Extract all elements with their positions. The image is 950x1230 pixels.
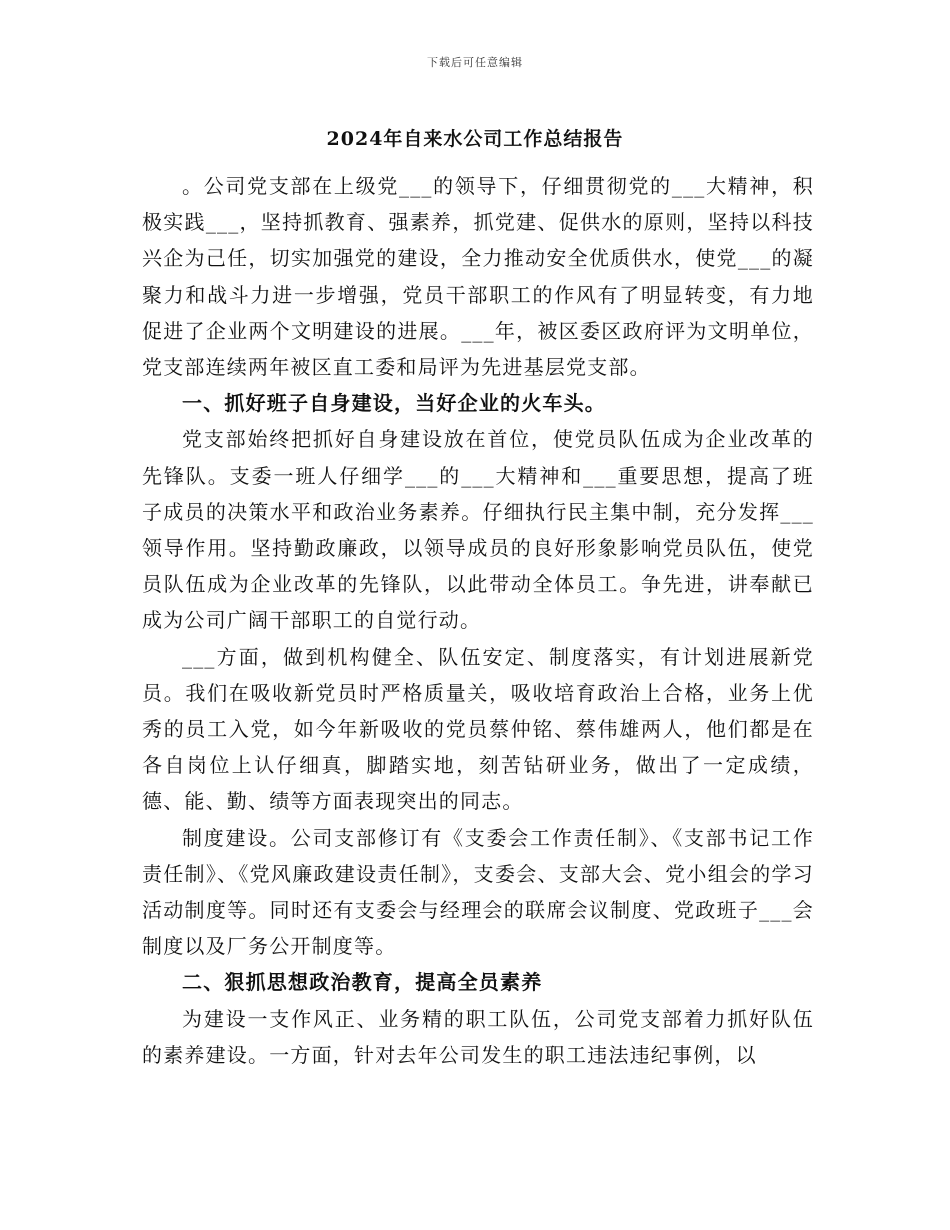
paragraph-team-building: 党支部始终把抓好自身建设放在首位，使党员队伍成为企业改革的先锋队。支委一班人仔细学___的___大精神和___重要思想，提高了班子成员的决策水平和政治业务素养。仔细执行民主集中制，充分发挥___领导作用。坚持勤政廉政，以领导成员的良好形象影响党员队伍，使党员队伍成为企业改革的先锋队，以此带动全体员工。争先进，讲奉献已成为公司广阔干部职工的自觉行动。 — [142, 427, 814, 633]
paragraph-system-building: 制度建设。公司支部修订有《支委会工作责任制》、《支部书记工作责任制》、《党风廉政建设责任制》，支委会、支部大会、党小组会的学习活动制度等。同时还有支委会与经理会的联席会议制度、党政班子___会制度以及厂务公开制度等。 — [142, 825, 814, 959]
section-heading-2: 二、狠抓思想政治教育，提高全员素养 — [182, 970, 543, 995]
document-body — [142, 168, 814, 1073]
paragraph-party-members: ___方面，做到机构健全、队伍安定、制度落实，有计划进展新党员。我们在吸收新党员时严格质量关，吸收培育政治上合格，业务上优秀的员工入党，如今年新吸收的党员蔡仲铭、蔡伟雄两人，他们都是在各自岗位上认仔细真，脚踏实地，刻苦钻研业务，做出了一定成绩，德、能、勤、绩等方面表现突出的同志。 — [142, 644, 814, 814]
paragraph-quality-education: 为建设一支作风正、业务精的职工队伍，公司党支部着力抓好队伍的素养建设。一方面，针对去年公司发生的职工违法违纪事例，以 — [142, 1006, 814, 1067]
paragraph-intro: 。公司党支部在上级党___的领导下，仔细贯彻党的___大精神，积极实践___，坚持抓教育、强素养，抓党建、促供水的原则，坚持以科技兴企为己任，切实加强党的建设，全力推动安全优质供水，使党___的凝聚力和战斗力进一步增强，党员干部职工的作风有了明显转变，有力地促进了企业两个文明建设的进展。___年，被区委区政府评为文明单位，党支部连续两年被区直工委和局评为先进基层党支部。 — [142, 174, 814, 380]
section-heading-1: 一、抓好班子自身建设，当好企业的火车头。 — [182, 391, 606, 416]
header-note: 下载后可任意编辑 — [427, 56, 523, 69]
document-title: 2024年自来水公司工作总结报告 — [326, 128, 624, 150]
